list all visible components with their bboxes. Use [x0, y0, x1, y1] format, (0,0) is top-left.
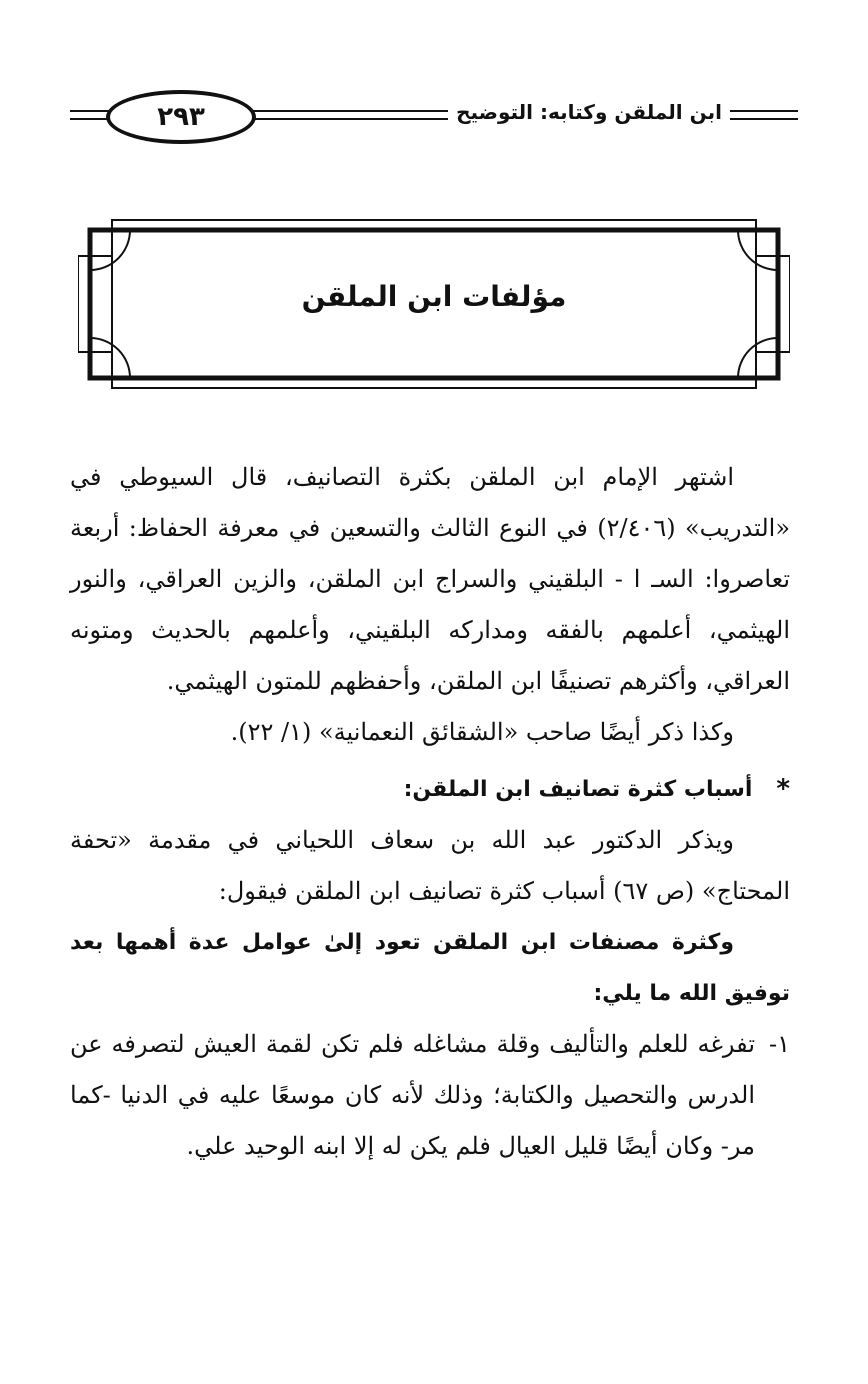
- list-item-text: تفرغه للعلم والتأليف وقلة مشاغله فلم تكن لقمة العيش لتصرفه عن الدرس والتحصيل والكتابة؛ وذلك لأنه كان موسعًا عليه في الدنيا -كما مر- وكان أيضًا قليل العيال فلم يكن له إلا ابنه الوحيد علي.: [70, 1030, 755, 1160]
- paragraph-shaqaiq: وكذا ذكر أيضًا صاحب «الشقائق النعمانية» (١/ ٢٢).: [230, 718, 734, 746]
- section-star: *: [776, 774, 790, 804]
- chapter-title: مؤلفات ابن الملقن: [301, 280, 567, 313]
- paragraph-lahyani: ويذكر الدكتور عبد الله بن سعاف اللحياني في مقدمة «تحفة المحتاج» (ص ٦٧) أسباب كثرة تصانيف ابن الملقن فيقول:: [70, 826, 790, 905]
- list-item-1: [70, 1019, 790, 1172]
- body-text: [70, 452, 790, 1172]
- paragraph-factors: وكثرة مصنفات ابن الملقن تعود إلىٰ عوامل عدة أهمها بعد توفيق الله ما يلي:: [70, 930, 790, 1006]
- paragraph-intro: اشتهر الإمام ابن الملقن بكثرة التصانيف، قال السيوطي في «التدريب» (٢/٤٠٦) في النوع الثالث والتسعين في معرفة الحفاظ: أربعة تعاصروا: السـ ا - البلقيني والسراج ابن الملقن، والزين العراقي، والنور الهيثمي، أعلمهم بالفقه ومداركه البلقيني، وأعلمهم بالحديث ومتونه العراقي، وأكثرهم تصنيفًا ابن الملقن، وأحفظهم للمتون الهيثمي.: [70, 463, 791, 695]
- section-heading-row: [70, 764, 790, 815]
- section-heading: أسباب كثرة تصانيف ابن الملقن:: [403, 777, 753, 802]
- chapter-title-frame: [78, 218, 790, 390]
- page-number: ٢٩٣: [106, 90, 256, 144]
- running-header: [70, 88, 798, 152]
- running-title: ابن الملقن وكتابه: التوضيح: [448, 100, 730, 124]
- list-item-number: ١-: [769, 1030, 790, 1058]
